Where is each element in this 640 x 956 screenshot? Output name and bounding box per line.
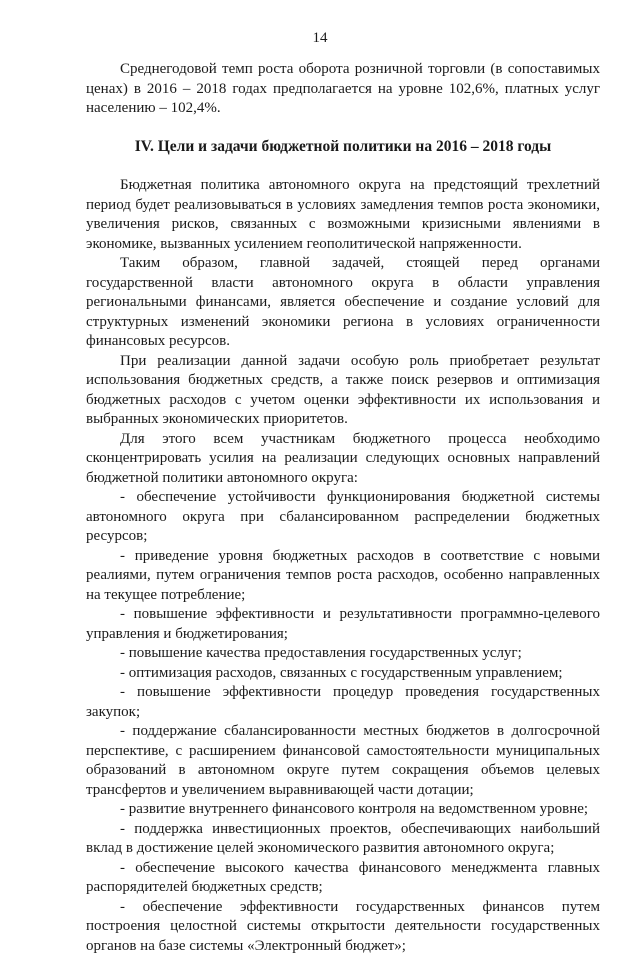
list-item: - поддержание сбалансированности местных бюджетов в долгосрочной перспективе, с расширением финансовой самостоятельности муниципальных образований в автономном округе путем сокращения объемов целевых трансфертов и увеличением выравнивающей части дотации; <box>86 722 600 800</box>
list-item: - развитие внутреннего финансового контроля на ведомственном уровне; <box>86 800 600 820</box>
section-heading: IV. Цели и задачи бюджетной политики на 2016 – 2018 годы <box>86 137 600 157</box>
list-item: - поддержка инвестиционных проектов, обеспечивающих наибольший вклад в достижение целей экономического развития автономного округа; <box>86 820 600 859</box>
body-paragraph: Таким образом, главной задачей, стоящей перед органами государственной власти автономного округа в области управления региональными финансами, является обеспечение и создание условий для структурных изменений экономики региона в условиях ограниченности финансовых ресурсов. <box>86 254 600 352</box>
list-item: - обеспечение высокого качества финансового менеджмента главных распорядителей бюджетных средств; <box>86 859 600 898</box>
page-number: 14 <box>0 30 640 47</box>
document-body <box>86 60 600 956</box>
intro-paragraph: Среднегодовой темп роста оборота розничной торговли (в сопоставимых ценах) в 2016 – 2018 годах предполагается на уровне 102,6%, платных услуг населению – 102,4%. <box>86 60 600 119</box>
list-item: - повышение качества предоставления государственных услуг; <box>86 644 600 664</box>
body-paragraph: Бюджетная политика автономного округа на предстоящий трехлетний период будет реализовываться в условиях замедления темпов роста экономики, увеличения рисков, связанных с возможными кризисными явлениями в экономике, вызванных усилением геополитической напряженности. <box>86 176 600 254</box>
list-item: - обеспечение устойчивости функционирования бюджетной системы автономного округа при сбалансированном распределении бюджетных ресурсов; <box>86 488 600 547</box>
list-item: - повышение эффективности и результативности программно-целевого управления и бюджетирования; <box>86 605 600 644</box>
body-paragraph: Для этого всем участникам бюджетного процесса необходимо сконцентрировать усилия на реализации следующих основных направлений бюджетной политики автономного округа: <box>86 430 600 489</box>
list-item: - обеспечение эффективности государственных финансов путем построения целостной системы открытости деятельности государственных органов на базе системы «Электронный бюджет»; <box>86 898 600 956</box>
list-item: - приведение уровня бюджетных расходов в соответствие с новыми реалиями, путем ограничения темпов роста расходов, особенно направленных на текущее потребление; <box>86 547 600 606</box>
body-paragraph: При реализации данной задачи особую роль приобретает результат использования бюджетных средств, а также поиск резервов и оптимизация бюджетных расходов с учетом оценки эффективности их использования и выбранных экономических приоритетов. <box>86 352 600 430</box>
list-item: - повышение эффективности процедур проведения государственных закупок; <box>86 683 600 722</box>
list-item: - оптимизация расходов, связанных с государственным управлением; <box>86 664 600 684</box>
